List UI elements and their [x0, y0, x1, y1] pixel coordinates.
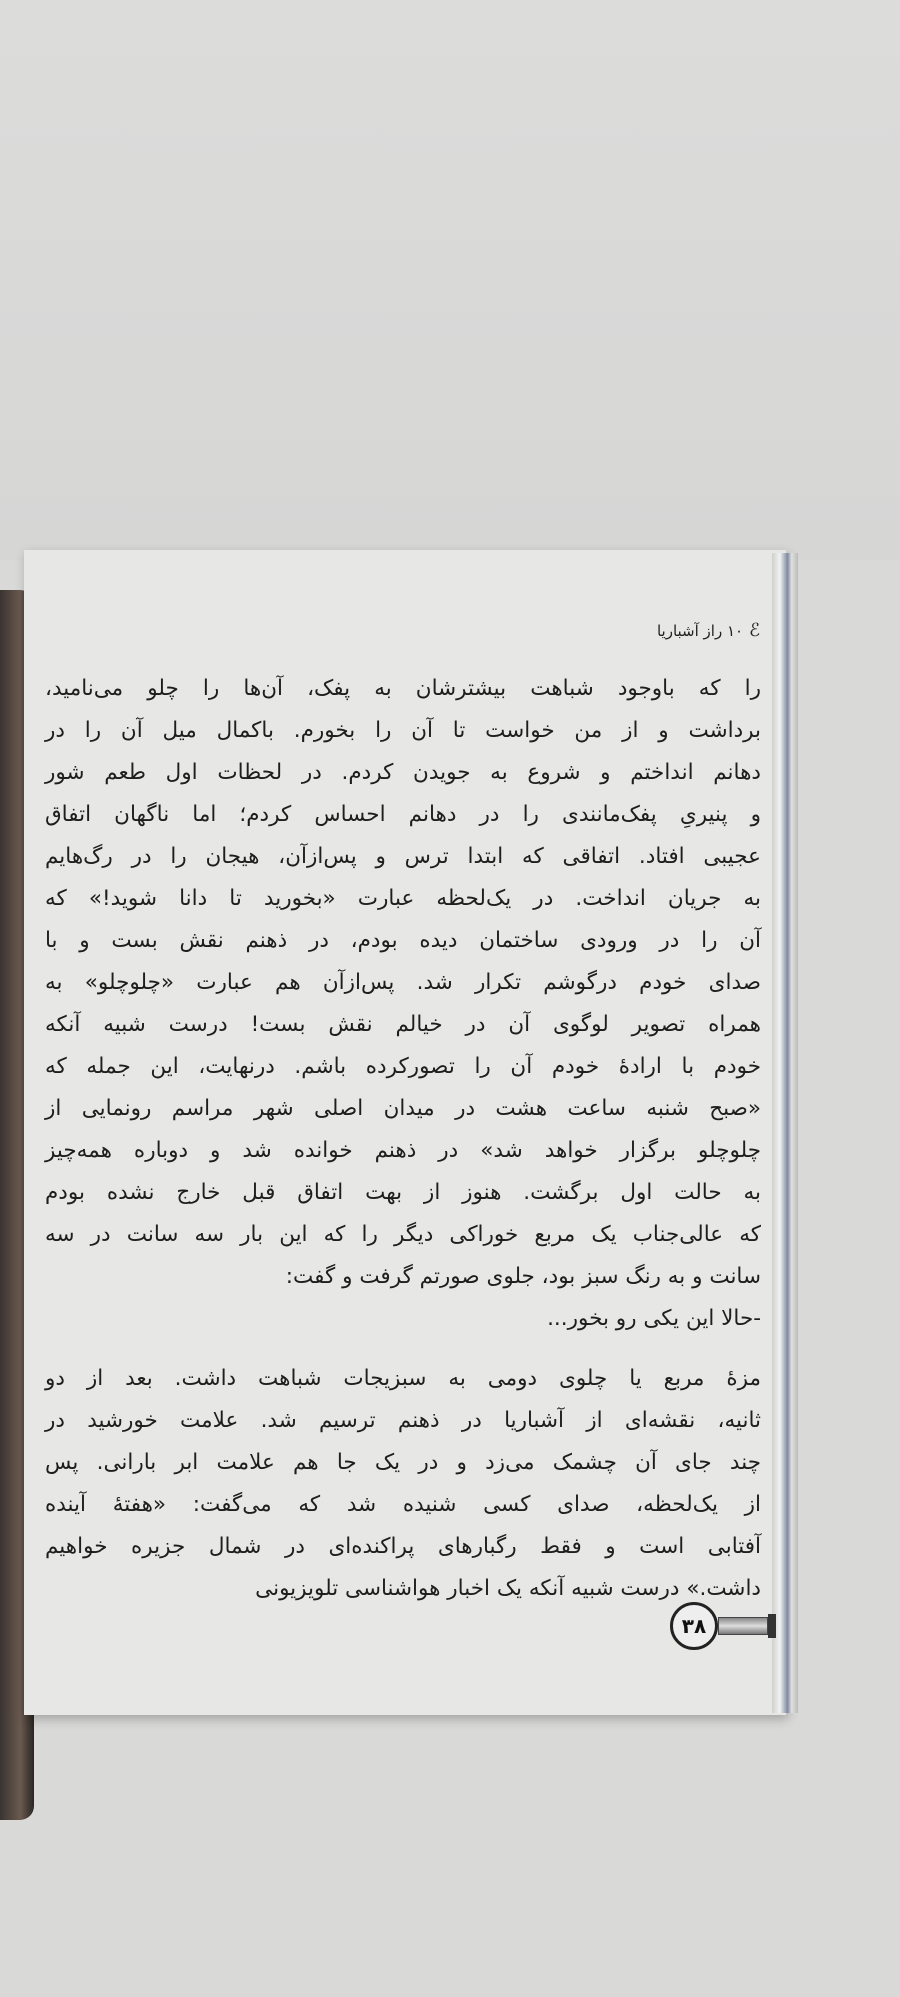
text-line: «صبح شنبه ساعت هشت در میدان اصلی شهر مراسم رونمایی از	[45, 1096, 761, 1121]
book-title: ۱۰ راز آشباریا	[656, 621, 744, 640]
text-line: سانت و به رنگ سبز بود، جلوی صورتم گرفت و گفت:	[285, 1264, 761, 1289]
text-line: صدای خودم درگوشم تکرار شد. پس‌ازآن هم عبارت «چلوچلو» به	[45, 970, 761, 995]
text-line: مزهٔ مربع یا چلوی دومی به سبزیجات شباهت داشت. بعد از دو	[45, 1366, 761, 1391]
text-line: برداشت و از من خواست تا آن را بخورم. باکمال میل آن را در	[45, 718, 761, 743]
paragraph-2	[45, 1358, 761, 1610]
page-number: ۳۸	[670, 1602, 718, 1650]
curl-ornament-icon: ℰ	[749, 620, 760, 641]
text-line: که عالی‌جناب یک مربع خوراکی دیگر را که این بار سه سانت در سه	[45, 1222, 761, 1247]
dialogue-line: -حالا این یکی رو بخور...	[547, 1306, 761, 1331]
text-line: دهانم انداختم و شروع به جویدن کردم. در لحظات اول طعم شور	[45, 760, 761, 785]
text-line: خودم با ارادهٔ خودم آن را تصورکرده باشم. درنهایت، این جمله که	[45, 1054, 761, 1079]
text-line: از یک‌لحظه، صدای کسی شنیده شد که می‌گفت: «هفتهٔ آینده	[45, 1492, 761, 1517]
page-number-badge	[670, 1602, 776, 1650]
decorative-cap	[768, 1614, 776, 1638]
text-line: چلوچلو برگزار خواهد شد» در ذهنم خوانده شد و دوباره همه‌چیز	[45, 1138, 761, 1163]
background-surface	[0, 0, 900, 560]
text-line: عجیبی افتاد. اتفاقی که ابتدا ترس و پس‌ازآن، هیجان را در رگ‌هایم	[45, 844, 761, 869]
text-line: چند جای آن چشمک می‌زد و در یک جا هم علامت ابر بارانی. پس	[45, 1450, 761, 1475]
text-line: آن را در ورودی ساختمان دیده بودم، در ذهنم نقش بست و با	[45, 928, 761, 953]
text-line: را که باوجود شباهت بیشترشان به پفک، آن‌ها را چلو می‌نامید،	[45, 676, 761, 701]
text-line: ثانیه، نقشه‌ای از آشباریا در ذهنم ترسیم شد. علامت خورشید در	[45, 1408, 761, 1433]
decorative-bar	[718, 1617, 768, 1635]
page-edge	[772, 553, 798, 1713]
body-text	[45, 668, 761, 1610]
text-line: داشت.» درست شبیه آنکه یک اخبار هواشناسی تلویزیونی	[255, 1576, 761, 1601]
paragraph-1	[45, 668, 761, 1298]
text-line: آفتابی است و فقط رگبارهای پراکنده‌ای در شمال جزیره خواهیم	[45, 1534, 761, 1559]
text-line: به جریان انداخت. در یک‌لحظه عبارت «بخورید تا دانا شوید!» که	[45, 886, 761, 911]
text-line: همراه تصویر لوگوی آن در خیالم نقش بست! درست شبیه آنکه	[45, 1012, 761, 1037]
text-line: به حالت اول برگشت. هنوز از بهت اتفاق قبل خارج نشده بودم	[45, 1180, 761, 1205]
text-line: و پنیریِ پفک‌مانندی را در دهانم احساس کردم؛ اما ناگهان اتفاق	[45, 802, 761, 827]
running-header	[657, 620, 760, 641]
